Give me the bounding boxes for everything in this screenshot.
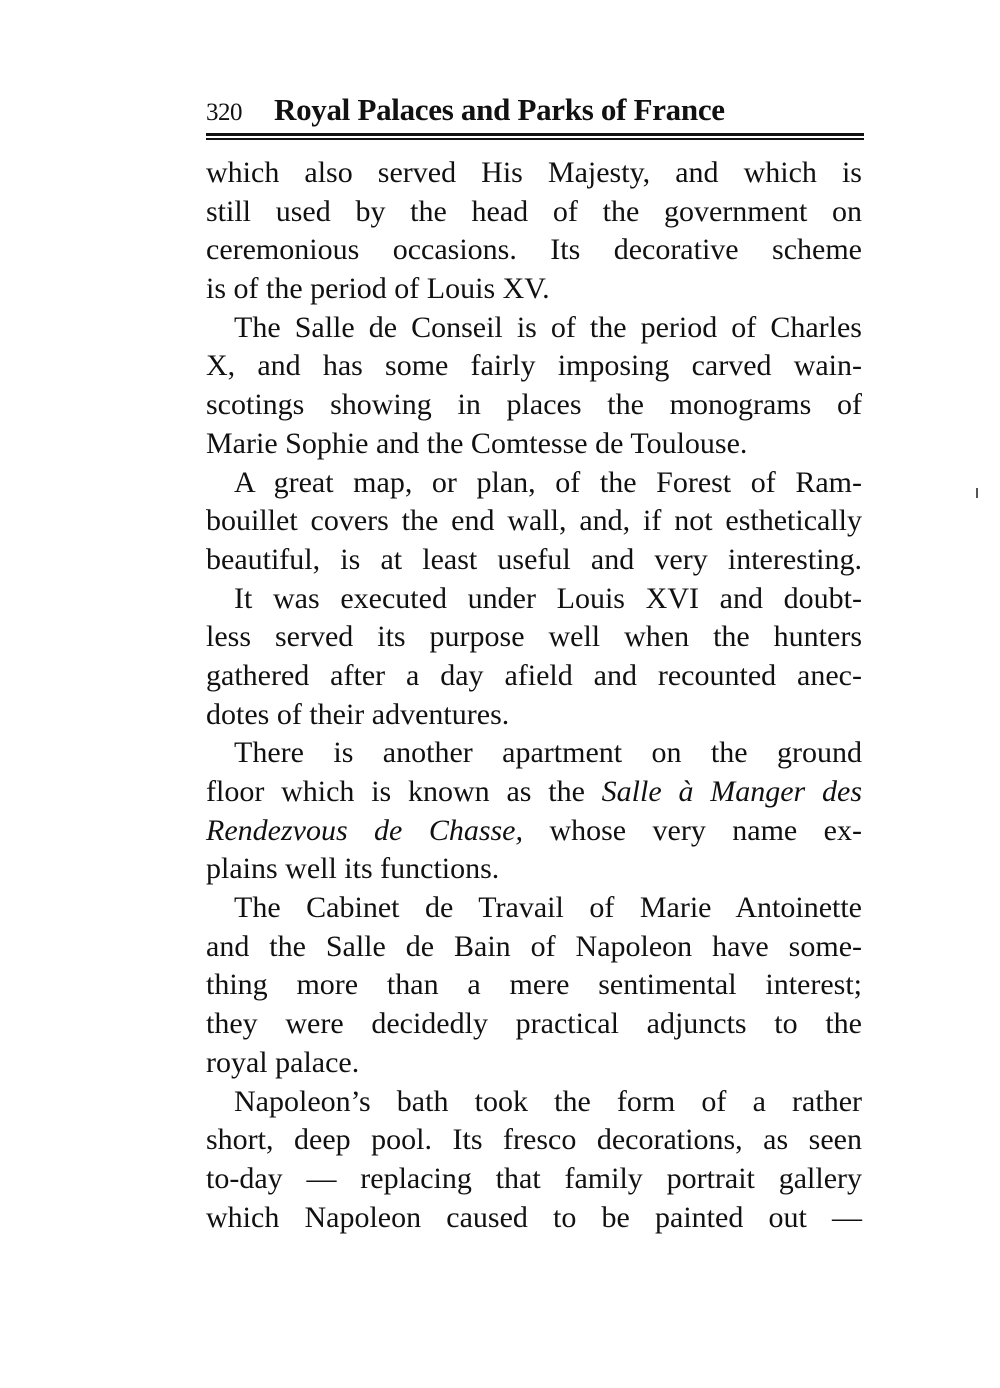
text-line: plains well its functions. xyxy=(206,852,500,886)
page-number: 320 xyxy=(206,99,242,126)
text-line: which also served His Majesty, and which is xyxy=(206,156,862,189)
scan-margin-mark xyxy=(976,488,978,498)
text-line: and the Salle de Bain of Napoleon have some- xyxy=(206,929,862,963)
text-line: X, and has some fairly imposing carved wain- xyxy=(206,349,862,383)
text-line: short, deep pool. Its fresco decorations, as seen xyxy=(206,1123,862,1157)
text-line: The Cabinet de Travail of Marie Antoinette xyxy=(234,891,862,925)
paragraph-4 xyxy=(206,580,862,735)
body-text xyxy=(206,154,862,1237)
paragraph-7 xyxy=(206,1083,862,1238)
text-line: they were decidedly practical adjuncts to the xyxy=(206,1007,862,1041)
text-line: There is another apartment on the ground xyxy=(234,736,862,770)
paragraph-5 xyxy=(206,734,862,889)
text-line: dotes of their adventures. xyxy=(206,697,510,731)
text-line: A great map, or plan, of the Forest of Ram- xyxy=(234,465,862,499)
text-line: is of the period of Louis XV. xyxy=(206,272,550,306)
text-line: Marie Sophie and the Comtesse de Toulouse. xyxy=(206,426,748,460)
paragraph-1 xyxy=(206,154,862,309)
running-head xyxy=(206,88,862,130)
paragraph-3 xyxy=(206,464,862,580)
italic-room-name: Rendezvous de Chasse, xyxy=(206,813,523,847)
text-line xyxy=(206,812,862,851)
running-title: Royal Palaces and Parks of France xyxy=(274,92,725,127)
text-line: still used by the head of the government on xyxy=(206,194,862,228)
text-line: gathered after a day afield and recounted anec- xyxy=(206,658,862,692)
text-line: thing more than a mere sentimental interest; xyxy=(206,968,862,1002)
text-line: The Salle de Conseil is of the period of Charles xyxy=(234,310,862,344)
paragraph-2 xyxy=(206,309,862,464)
paragraph-6 xyxy=(206,889,862,1082)
text-line: to-day — replacing that family portrait gallery xyxy=(206,1161,862,1195)
text-line: beautiful, is at least useful and very interesting. xyxy=(206,542,862,576)
text-line: Napoleon’s bath took the form of a rather xyxy=(234,1084,862,1118)
text-segment: floor which is known as the xyxy=(206,775,602,808)
italic-room-name: Salle à Manger des xyxy=(601,775,862,808)
text-line: bouillet covers the end wall, and, if not esthetically xyxy=(206,504,862,538)
text-line: royal palace. xyxy=(206,1045,360,1079)
text-line: which Napoleon caused to be painted out — xyxy=(206,1200,862,1234)
text-segment: whose very name ex- xyxy=(523,813,862,847)
book-page xyxy=(206,88,862,1237)
text-line: less served its purpose well when the hunters xyxy=(206,620,862,654)
text-line: ceremonious occasions. Its decorative scheme xyxy=(206,233,862,267)
text-line: scotings showing in places the monograms of xyxy=(206,388,862,422)
text-line xyxy=(206,773,862,812)
text-line: It was executed under Louis XVI and doubt- xyxy=(234,581,862,615)
header-rule xyxy=(206,133,864,140)
